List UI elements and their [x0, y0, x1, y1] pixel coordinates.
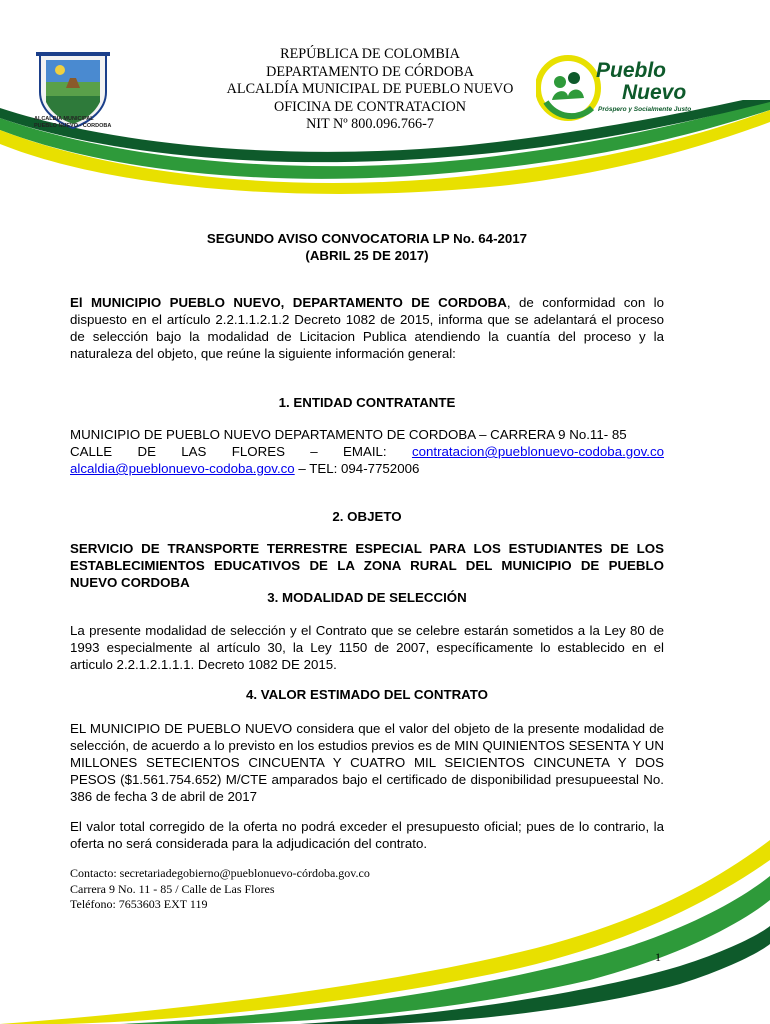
intro-paragraph — [70, 294, 664, 362]
word-calle: CALLE — [70, 444, 113, 459]
crest-caption-line1: ALCALDIA MUNICIPAL — [34, 116, 94, 122]
logo-word-pueblo: Pueblo — [596, 59, 667, 82]
section4-text: EL MUNICIPIO DE PUEBLO NUEVO considera que el valor del objeto de la presente modalidad de selección, de acuerdo a lo previsto en los estudios previos es de MIN QUINIENTOS SESENTA Y UN MILLONES SETECIENTOS CINCUENTA Y CUATRO MIL SEICIENTOS CINCUNETA Y DOS PESOS ($1.561.754.652) M/CTE amparados bajo el certificado de disponibilidad presupueestal No. 386 de fecha 3 de abril de 2017 — [70, 721, 664, 804]
section1-line2 — [70, 443, 664, 460]
email-link-contratacion[interactable]: contratacion@pueblonuevo-codoba.gov.co — [411, 444, 664, 459]
contact-phone: Teléfono: 7653603 EXT 119 — [70, 897, 208, 911]
section4-text2: El valor total corregido de la oferta no podrá exceder el presupuesto oficial; pues de lo contrario, la oferta no será considerada para la adjudicación del contrato. — [70, 819, 664, 851]
word-flores: FLORES — [231, 444, 285, 459]
section1-body — [70, 426, 664, 477]
footer-swoosh-decoration — [0, 840, 770, 1024]
intro-bold: El MUNICIPIO PUEBLO NUEVO, DEPARTAMENTO DE CORDOBA — [70, 295, 507, 310]
crest-caption — [34, 116, 114, 129]
page-number: 1 — [655, 950, 661, 964]
intro-rest: , de conformidad con lo dispuesto en el artículo 2.2.1.1.2.1.2 Decreto 1082 de 2015, informa que se adelantará el proceso de selección bajo la modalidad de Licitacion Publica atendiendo la cuantía del proceso y la naturaleza del objeto, que reúne la siguiente información general: — [70, 295, 664, 361]
letterhead-line-mayoralty: ALCALDÍA MUNICIPAL DE PUEBLO NUEVO — [226, 81, 514, 97]
logo-word-nuevo: Nuevo — [622, 81, 687, 104]
letterhead-line-republic: REPÚBLICA DE COLOMBIA — [280, 46, 460, 62]
letterhead-line-office: OFICINA DE CONTRATACION — [274, 98, 466, 115]
word-email: EMAIL: — [343, 444, 387, 459]
section4-heading: 4. VALOR ESTIMADO DEL CONTRATO — [245, 687, 489, 702]
section1-line1: MUNICIPIO DE PUEBLO NUEVO DEPARTAMENTO DE CORDOBA – CARRERA 9 No.11- 85 — [70, 427, 627, 442]
word-las: LAS — [181, 444, 207, 459]
email-link-alcaldia[interactable]: alcaldia@pueblonuevo-codoba.gov.co — [70, 461, 295, 476]
section1-line3 — [70, 460, 664, 477]
notice-date: (ABRIL 25 DE 2017) — [305, 248, 429, 263]
contact-email: Contacto: secretariadegobierno@pueblonuevo-córdoba.gov.co — [70, 866, 370, 880]
section3-heading: 3. MODALIDAD DE SELECCIÓN — [267, 590, 467, 605]
section1-tel: – TEL: 094-7752006 — [294, 461, 420, 476]
letterhead-line-nit: NIT Nº 800.096.766-7 — [306, 116, 434, 132]
crest-caption-line2: PUEBLO NUEVO - CORDOBA — [34, 122, 112, 129]
logo-slogan: Próspero y Socialmente Justo — [598, 106, 692, 113]
section2-heading: 2. OBJETO — [332, 509, 402, 524]
word-dash: – — [310, 444, 318, 459]
letterhead — [200, 46, 540, 134]
section3-text: La presente modalidad de selección y el Contrato que se celebre estarán sometidos a la Ley 80 de 1993 especialmente al artículo 30, la Ley 1150 de 2007, específicamente lo establecido en el articulo 2.2.1.2.1.1.1. Decreto 1082 DE 2015. — [70, 623, 664, 672]
contact-address: Carrera 9 No. 11 - 85 / Calle de Las Flores — [70, 881, 275, 896]
letterhead-line-department: DEPARTAMENTO DE CÓRDOBA — [266, 63, 474, 80]
section1-heading: 1. ENTIDAD CONTRATANTE — [278, 395, 456, 410]
notice-title: SEGUNDO AVISO CONVOCATORIA LP No. 64-2017 — [206, 231, 528, 246]
section2-text: SERVICIO DE TRANSPORTE TERRESTRE ESPECIAL PARA LOS ESTUDIANTES DE LOS ESTABLECIMIENTOS EDUCATIVOS DE LA ZONA RURAL DEL MUNICIPIO DE PUEBLO NUEVO CORDOBA — [70, 541, 664, 590]
word-de: DE — [137, 444, 156, 459]
